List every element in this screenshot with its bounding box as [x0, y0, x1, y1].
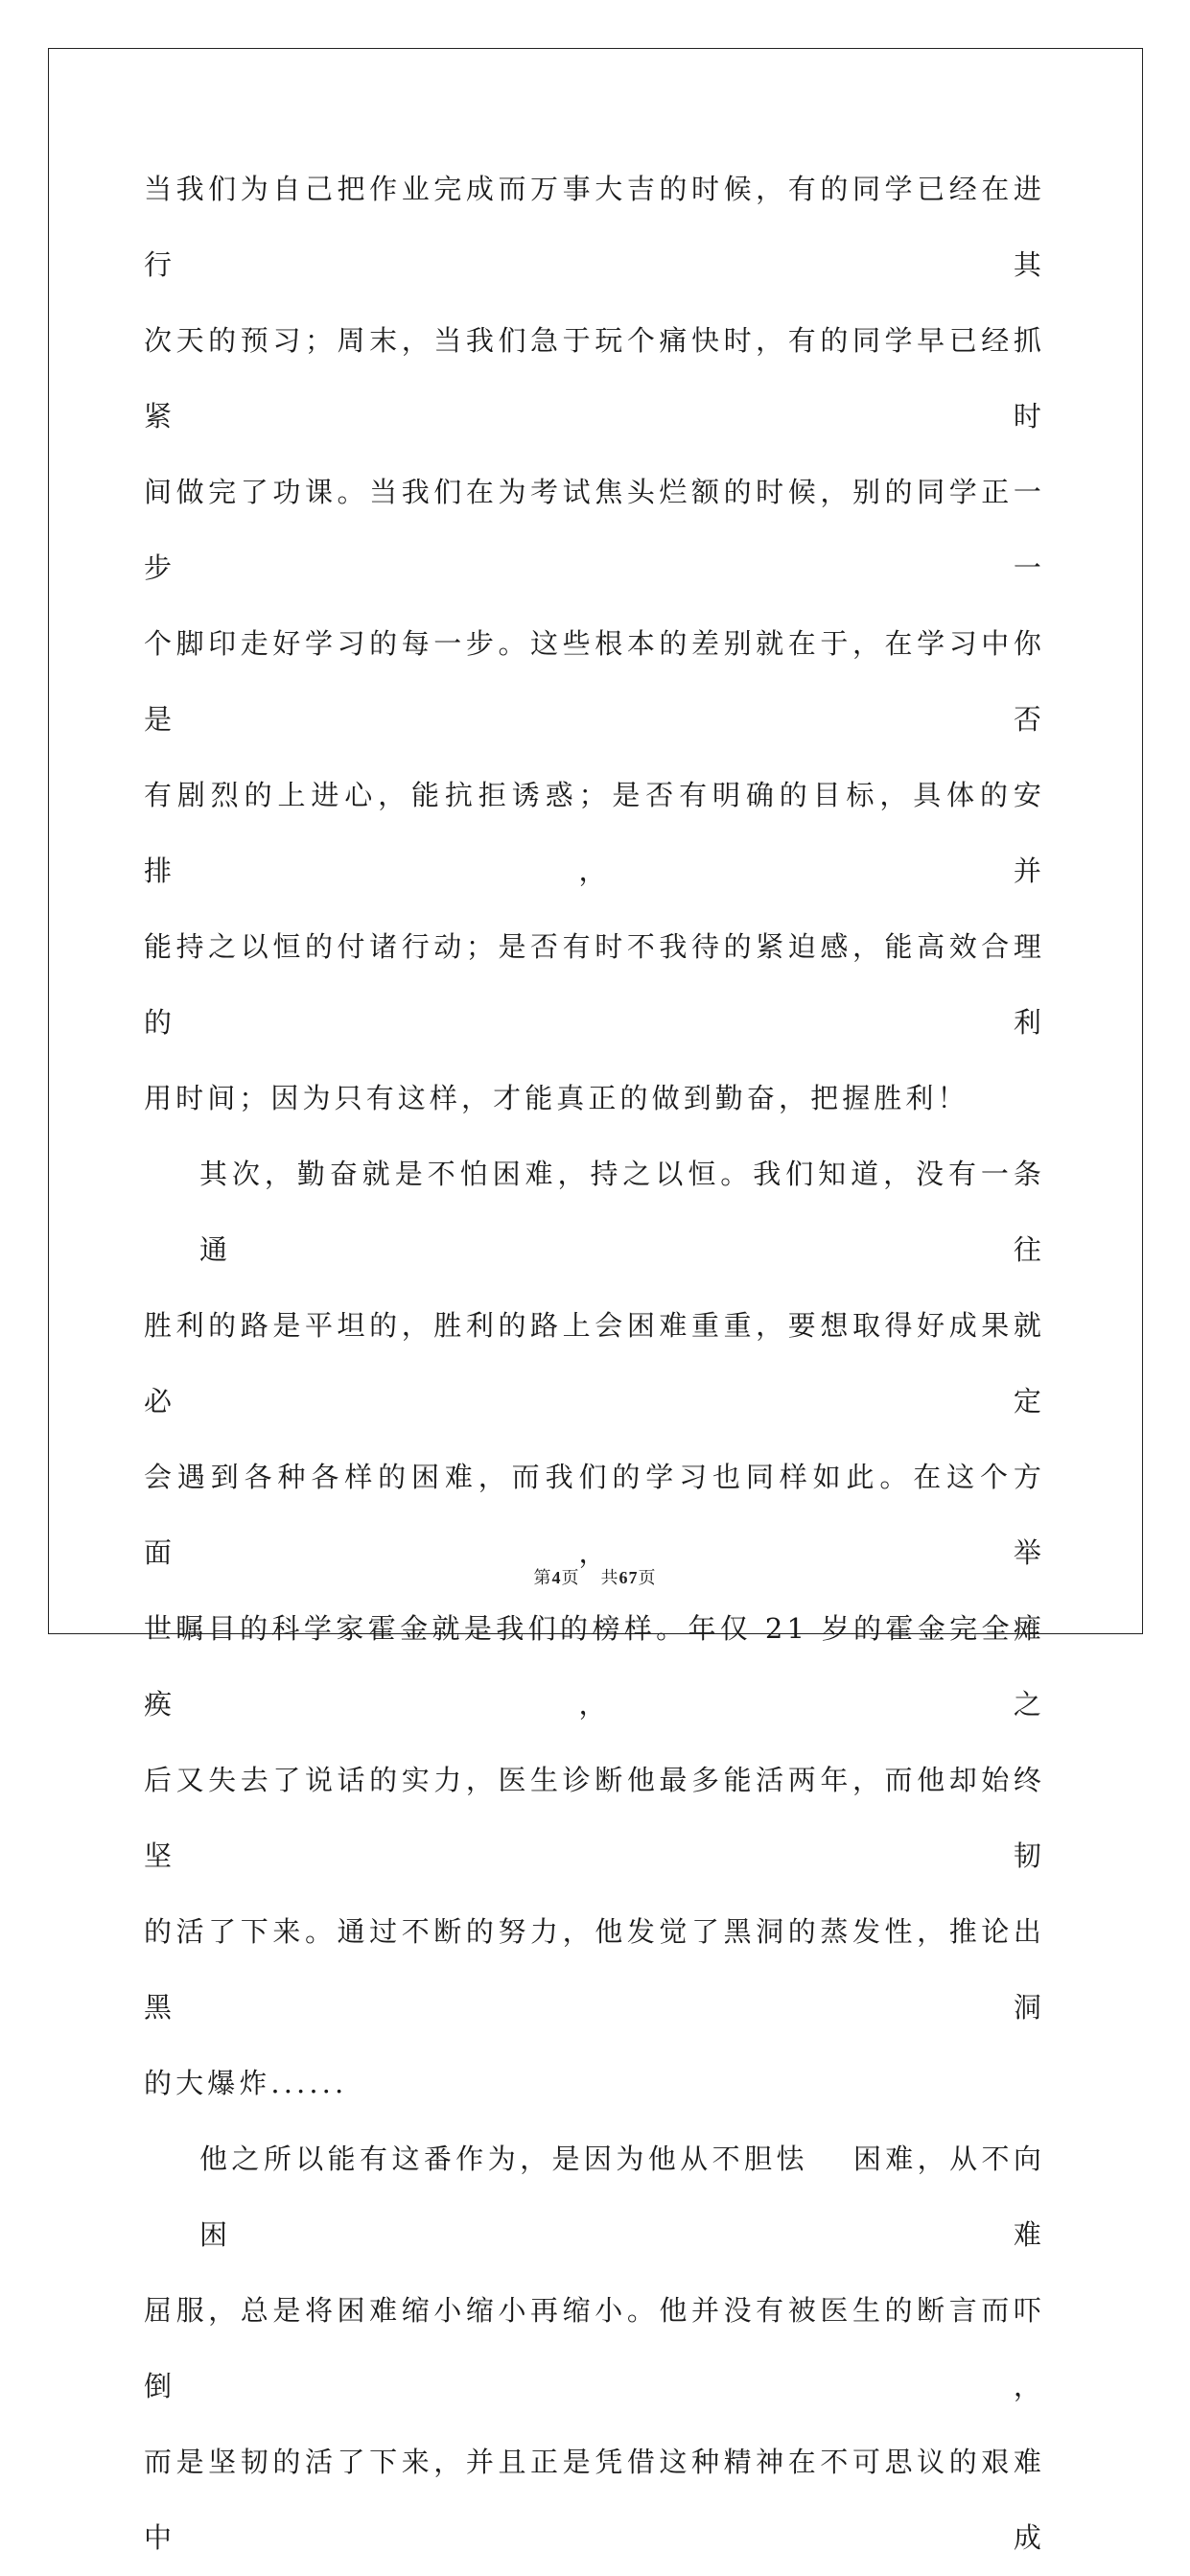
text-line: 次天的预习；周末，当我们急于玩个痛快时，有的同学早已经抓紧时 [144, 324, 1045, 433]
document-body [144, 152, 1045, 2576]
text-line: 而是坚韧的活了下来，并且正是凭借这种精神在不可思议的艰难中成 [144, 2446, 1045, 2554]
paragraph-2 [144, 1136, 1045, 2121]
paragraph-3 [144, 2121, 1045, 2576]
text-line: 的大爆炸...... [144, 2067, 348, 2099]
text-line: 会遇到各种各样的困难，而我们的学习也同样如此。在这个方面，举 [144, 1461, 1045, 1569]
text-line: 他之所以能有这番作为，是因为他从不胆怯 困难，从不向困难 [199, 2143, 1045, 2251]
text-line: 当我们为自己把作业完成而万事大吉的时候，有的同学已经在进行其 [144, 173, 1045, 281]
text-line: 后又失去了说话的实力，医生诊断他最多能活两年，而他却始终坚韧 [144, 1764, 1045, 1872]
text-line: 个脚印走好学习的每一步。这些根本的差别就在于，在学习中你是否 [144, 627, 1045, 736]
footer-total-suffix: 页 [638, 1568, 657, 1587]
footer-prefix: 第 [533, 1568, 552, 1587]
text-line: 有剧烈的上进心，能抗拒诱惑；是否有明确的目标，具体的安排，并 [144, 779, 1045, 887]
page-footer [0, 1564, 1190, 1589]
footer-total-prefix: 共 [600, 1568, 619, 1587]
text-line: 的活了下来。通过不断的努力，他发觉了黑洞的蒸发性，推论出黑洞 [144, 1915, 1045, 2024]
page-number: 4 [551, 1568, 562, 1587]
text-line: 间做完了功课。当我们在为考试焦头烂额的时候，别的同学正一步一 [144, 476, 1045, 584]
total-pages: 67 [618, 1568, 639, 1587]
text-line: 世瞩目的科学家霍金就是我们的榜样。年仅 21 岁的霍金完全瘫痪，之 [144, 1612, 1045, 1721]
footer-page-suffix: 页 [561, 1568, 580, 1587]
text-line: 用时间；因为只有这样，才能真正的做到勤奋，把握胜利！ [144, 1082, 969, 1114]
paragraph-1 [144, 152, 1045, 1136]
text-line: 其次，勤奋就是不怕困难，持之以恒。我们知道，没有一条通往 [199, 1158, 1045, 1266]
text-line: 胜利的路是平坦的，胜利的路上会困难重重，要想取得好成果就必定 [144, 1309, 1045, 1417]
text-line: 能持之以恒的付诸行动；是否有时不我待的紧迫感，能高效合理的利 [144, 930, 1045, 1039]
text-line: 屈服，总是将困难缩小缩小再缩小。他并没有被医生的断言而吓倒， [144, 2294, 1045, 2402]
